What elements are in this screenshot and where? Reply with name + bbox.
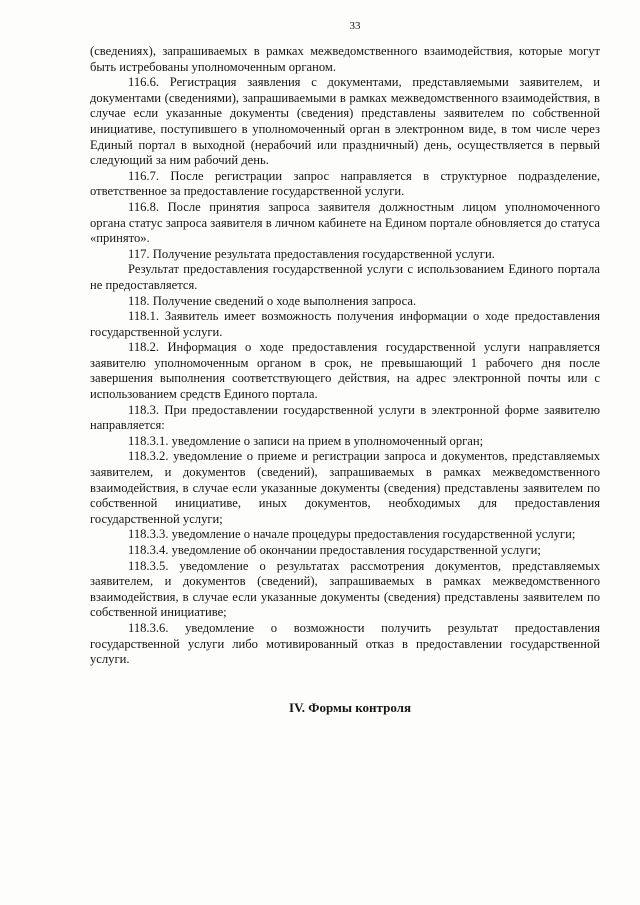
paragraph-116-8: 116.8. После принятия запроса заявителя должностным лицом уполномоченного органа статус запроса заявителя в личном кабинете на Едином портале обновляется до статуса «принято».: [90, 199, 600, 246]
paragraph-continuation: (сведениях), запрашиваемых в рамках межведомственного взаимодействия, которые могут быть истребованы уполномоченным органом.: [90, 44, 600, 74]
page-number: 33: [349, 20, 361, 32]
paragraph-118: 118. Получение сведений о ходе выполнения запроса.: [128, 293, 417, 308]
paragraph-116-7: 116.7. После регистрации запрос направляется в структурное подразделение, ответственное за предоставление государственной услуги.: [90, 168, 600, 199]
paragraph-116-6: 116.6. Регистрация заявления с документами, представляемыми заявителем, и документами (сведениями), запрашиваемыми в рамках межведомственного взаимодействия, в случае если указанные документы (сведения) представлены заявителем по собственной инициативе, поступившего в уполномоченный орган в электронном виде, в том числе через Единый портал в выходной (нерабочий или праздничный) день, осуществляется в первый следующий за ним рабочий день.: [90, 75, 600, 168]
paragraph-118-3-3: 118.3.3. уведомление о начале процедуры предоставления государственной услуги;: [128, 527, 576, 542]
paragraph-118-3-1: 118.3.1. уведомление о записи на прием в уполномоченный орган;: [128, 433, 484, 448]
paragraph-118-3-4: 118.3.4. уведомление об окончании предоставления государственной услуги;: [128, 543, 541, 557]
paragraph-117-result: Результат предоставления государственной услуги с использованием Единого портала не предоставляется.: [90, 262, 600, 292]
paragraph-118-3-2: 118.3.2. уведомление о приеме и регистрации запроса и документов, представляемых заявителем, и документов (сведений), запрашиваемых в рамках межведомственного взаимодействия, в случае если указанные документы (сведения) представлены заявителем по собственной инициативе, иных документов, необходимых для предоставления государственной услуги;: [90, 449, 600, 526]
paragraph-118-2: 118.2. Информация о ходе предоставления государственной услуги направляется заявителю уполномоченным органом в срок, не превышающий 1 рабочего дня после завершения выполнения соответствующего действия, на адрес электронной почты или с использованием средств Единого портала.: [90, 340, 600, 402]
paragraph-117: 117. Получение результата предоставления государственной услуги.: [128, 246, 495, 261]
paragraph-118-3-6: 118.3.6. уведомление о возможности получить результат предоставления государственной услуги либо мотивированный отказ в предоставлении государственной услуги.: [90, 620, 600, 667]
paragraph-118-1: 118.1. Заявитель имеет возможность получения информации о ходе предоставления государственной услуги.: [90, 309, 600, 339]
paragraph-118-3-5: 118.3.5. уведомление о результатах рассмотрения документов, представляемых заявителем, и документов (сведений), запрашиваемых в рамках межведомственного взаимодействия, в случае если указанные документы (сведения) представлены заявителем по собственной инициативе;: [90, 558, 600, 620]
paragraph-118-3: 118.3. При предоставлении государственной услуги в электронной форме заявителю направляется:: [90, 402, 600, 433]
section-heading: IV. Формы контроля: [289, 699, 411, 715]
